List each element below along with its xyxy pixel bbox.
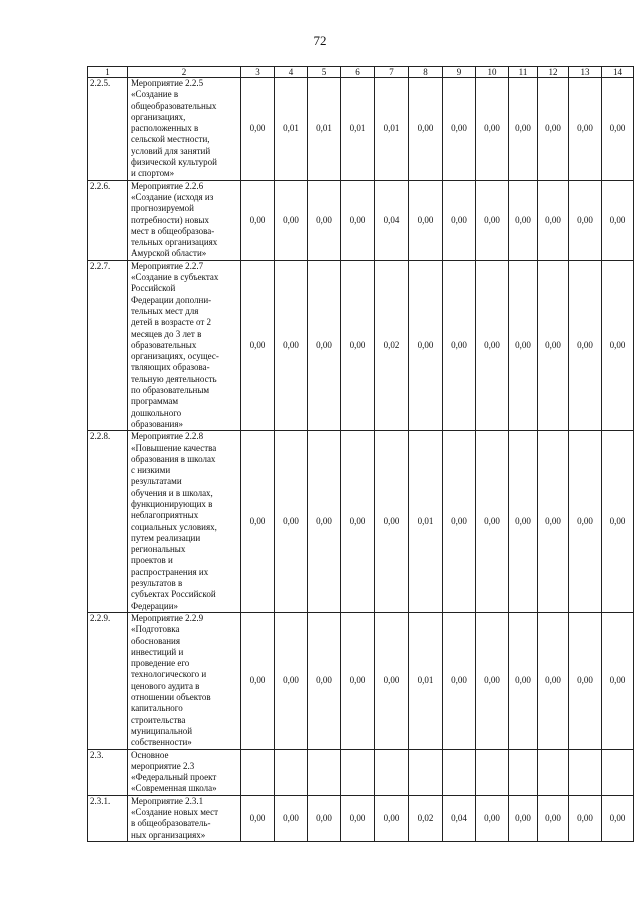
value-cell: 0,00 [241,795,275,841]
value-cell: 0,00 [341,431,375,613]
value-cell: 0,00 [443,260,476,430]
header-cell: 8 [409,67,443,78]
description-line: и спортом» [131,168,175,179]
value-cell: 0,00 [476,78,509,181]
description-line: обоснования [131,635,181,646]
value-cell [275,749,308,795]
description-line: с низкими [131,465,171,476]
value-cell: 0,01 [375,78,409,181]
value-cell: 0,00 [275,180,308,260]
header-cell: 12 [538,67,569,78]
header-cell: 13 [569,67,602,78]
value-cell: 0,00 [538,795,569,841]
description-line: муниципальной [131,725,193,736]
value-cell: 0,02 [375,260,409,430]
description-line: отношении объектов [131,692,211,703]
value-cell: 0,00 [341,795,375,841]
header-cell: 14 [602,67,634,78]
value-cell: 0,00 [602,795,634,841]
description-line: образования в школах [131,453,216,464]
value-cell [375,749,409,795]
value-cell [602,749,634,795]
description-line: «Федеральный проект [131,772,217,783]
value-cell: 0,00 [409,180,443,260]
description-line: функционирующих в [131,498,213,509]
row-number: 2.3. [88,749,128,795]
activity-description [128,260,241,430]
value-cell: 0,00 [569,78,602,181]
description-line: дошкольного [131,407,182,418]
value-cell: 0,01 [409,612,443,749]
header-cell: 1 [88,67,128,78]
description-line: инвестиций и [131,646,184,657]
description-line: по образовательным [131,385,210,396]
description-line: прогнозируемой [131,203,194,214]
activity-description [128,78,241,181]
value-cell: 0,00 [569,180,602,260]
description-line: «Подготовка [131,624,180,635]
table-row [88,78,634,181]
description-line: «Создание новых мест [131,807,219,817]
table-row [88,180,634,260]
description-line: социальных условиях, [131,521,217,532]
description-line: результатов в [131,578,183,589]
table-row [88,431,634,613]
row-number: 2.2.9. [88,612,128,749]
value-cell: 0,00 [443,180,476,260]
data-table [87,66,634,842]
description-line: путем реализации [131,532,201,543]
value-cell: 0,00 [275,612,308,749]
value-cell: 0,00 [275,260,308,430]
header-cell: 7 [375,67,409,78]
value-cell: 0,00 [241,78,275,181]
header-cell: 11 [509,67,538,78]
description-line: ценового аудита в [131,680,200,691]
description-line: расположенных в [131,123,199,134]
value-cell [308,749,341,795]
description-line: Российской [131,283,176,294]
description-line: технологического и [131,669,207,680]
value-cell: 0,00 [538,78,569,181]
activity-description [128,612,241,749]
value-cell: 0,01 [409,431,443,613]
value-cell: 0,00 [509,180,538,260]
value-cell [241,749,275,795]
value-cell [341,749,375,795]
value-cell: 0,01 [275,78,308,181]
description-line: сельской местности, [131,134,210,145]
header-cell: 3 [241,67,275,78]
value-cell: 0,00 [602,431,634,613]
value-cell: 0,00 [569,612,602,749]
activity-description [128,431,241,613]
description-line: капитального [131,703,183,714]
activity-description [128,795,241,841]
value-cell: 0,00 [509,795,538,841]
value-cell: 0,00 [375,795,409,841]
description-line: Мероприятие 2.2.9 [131,612,204,623]
description-line: «Повышение качества [131,442,217,453]
value-cell [443,749,476,795]
description-line: программам [131,396,179,407]
value-cell: 0,00 [308,260,341,430]
page-number: 72 [313,33,327,48]
description-line: «Создание (исходя из [131,191,214,202]
description-line: Амурской области» [131,248,207,259]
value-cell: 0,01 [308,78,341,181]
value-cell: 0,00 [569,260,602,430]
row-number: 2.3.1. [88,795,128,841]
header-cell: 2 [128,67,241,78]
row-number: 2.2.6. [88,180,128,260]
value-cell: 0,04 [375,180,409,260]
value-cell: 0,00 [443,78,476,181]
value-cell: 0,00 [476,431,509,613]
description-line: ных организациях» [131,829,206,840]
value-cell: 0,00 [569,431,602,613]
value-cell: 0,00 [509,78,538,181]
value-cell: 0,00 [509,612,538,749]
value-cell: 0,00 [443,431,476,613]
value-cell: 0,00 [538,612,569,749]
value-cell: 0,00 [476,180,509,260]
description-line: условий для занятий [131,145,211,156]
value-cell: 0,00 [538,180,569,260]
description-line: месяцев до 3 лет в [131,328,202,339]
value-cell: 0,00 [308,431,341,613]
table-row [88,612,634,749]
description-line: организациях, [131,111,186,122]
value-cell: 0,00 [308,612,341,749]
description-line: в общеобразователь- [131,818,211,829]
description-line: «Создание в субъектах [131,272,219,283]
row-number: 2.2.8. [88,431,128,613]
description-line: проектов и [131,555,173,566]
table-header-row [88,67,634,78]
description-line: «Создание в [131,89,179,100]
description-line: субъектах Российской [131,589,216,600]
description-line: неблагоприятных [131,510,199,521]
value-cell: 0,00 [308,795,341,841]
value-cell: 0,00 [476,612,509,749]
value-cell: 0,00 [308,180,341,260]
value-cell: 0,00 [538,260,569,430]
description-line: Мероприятие 2.2.5 [131,78,204,88]
value-cell: 0,00 [602,612,634,749]
description-line: Основное [131,749,169,760]
description-line: тельную деятельность [131,373,217,384]
value-cell [409,749,443,795]
value-cell: 0,00 [241,431,275,613]
description-line: проведение его [131,658,190,669]
value-cell: 0,00 [241,260,275,430]
description-line: мероприятие 2.3 [131,760,195,771]
value-cell: 0,00 [509,431,538,613]
description-line: обучения и в школах, [131,487,213,498]
value-cell: 0,00 [569,795,602,841]
header-cell: 10 [476,67,509,78]
value-cell: 0,00 [275,431,308,613]
header-cell: 4 [275,67,308,78]
value-cell: 0,00 [602,260,634,430]
description-line: Федерации дополни- [131,294,212,305]
description-line: распространения их [131,566,209,577]
activity-description [128,749,241,795]
value-cell: 0,00 [375,431,409,613]
value-cell: 0,00 [476,260,509,430]
description-line: тельных организациях [131,237,218,248]
row-number: 2.2.7. [88,260,128,430]
table-row [88,749,634,795]
value-cell: 0,00 [602,180,634,260]
description-line: организациях, осущес- [131,351,219,362]
description-line: «Современная школа» [131,783,217,794]
value-cell [538,749,569,795]
description-line: потребности) новых [131,214,209,225]
value-cell [569,749,602,795]
value-cell: 0,00 [341,180,375,260]
value-cell: 0,00 [241,180,275,260]
description-line: твляющих образова- [131,362,210,373]
header-cell: 6 [341,67,375,78]
description-line: образования» [131,418,183,429]
description-line: региональных [131,544,186,555]
value-cell: 0,00 [509,260,538,430]
description-line: детей в возрасте от 2 [131,317,212,328]
description-line: мест в общеобразова- [131,225,215,236]
table-row [88,260,634,430]
header-cell: 9 [443,67,476,78]
description-line: физической культурой [131,157,217,168]
value-cell: 0,00 [538,431,569,613]
description-line: собственности» [131,737,192,748]
value-cell: 0,00 [375,612,409,749]
activity-description [128,180,241,260]
value-cell: 0,00 [241,612,275,749]
value-cell: 0,00 [341,612,375,749]
table-row [88,795,634,841]
description-line: образовательных [131,339,197,350]
header-cell: 5 [308,67,341,78]
description-line: Мероприятие 2.2.6 [131,180,204,191]
value-cell: 0,00 [341,260,375,430]
row-number: 2.2.5. [88,78,128,181]
description-line: общеобразовательных [131,100,217,111]
value-cell: 0,00 [443,612,476,749]
value-cell: 0,00 [409,260,443,430]
value-cell: 0,04 [443,795,476,841]
description-line: строительства [131,714,186,725]
value-cell: 0,00 [409,78,443,181]
value-cell [476,749,509,795]
description-line: Мероприятие 2.2.8 [131,431,204,442]
value-cell [509,749,538,795]
value-cell: 0,00 [476,795,509,841]
value-cell: 0,02 [409,795,443,841]
value-cell: 0,00 [602,78,634,181]
description-line: тельных мест для [131,305,199,316]
value-cell: 0,01 [341,78,375,181]
description-line: Федерации» [131,600,179,611]
description-line: Мероприятие 2.3.1 [131,795,204,806]
description-line: Мероприятие 2.2.7 [131,260,204,271]
value-cell: 0,00 [275,795,308,841]
description-line: результатами [131,476,182,487]
